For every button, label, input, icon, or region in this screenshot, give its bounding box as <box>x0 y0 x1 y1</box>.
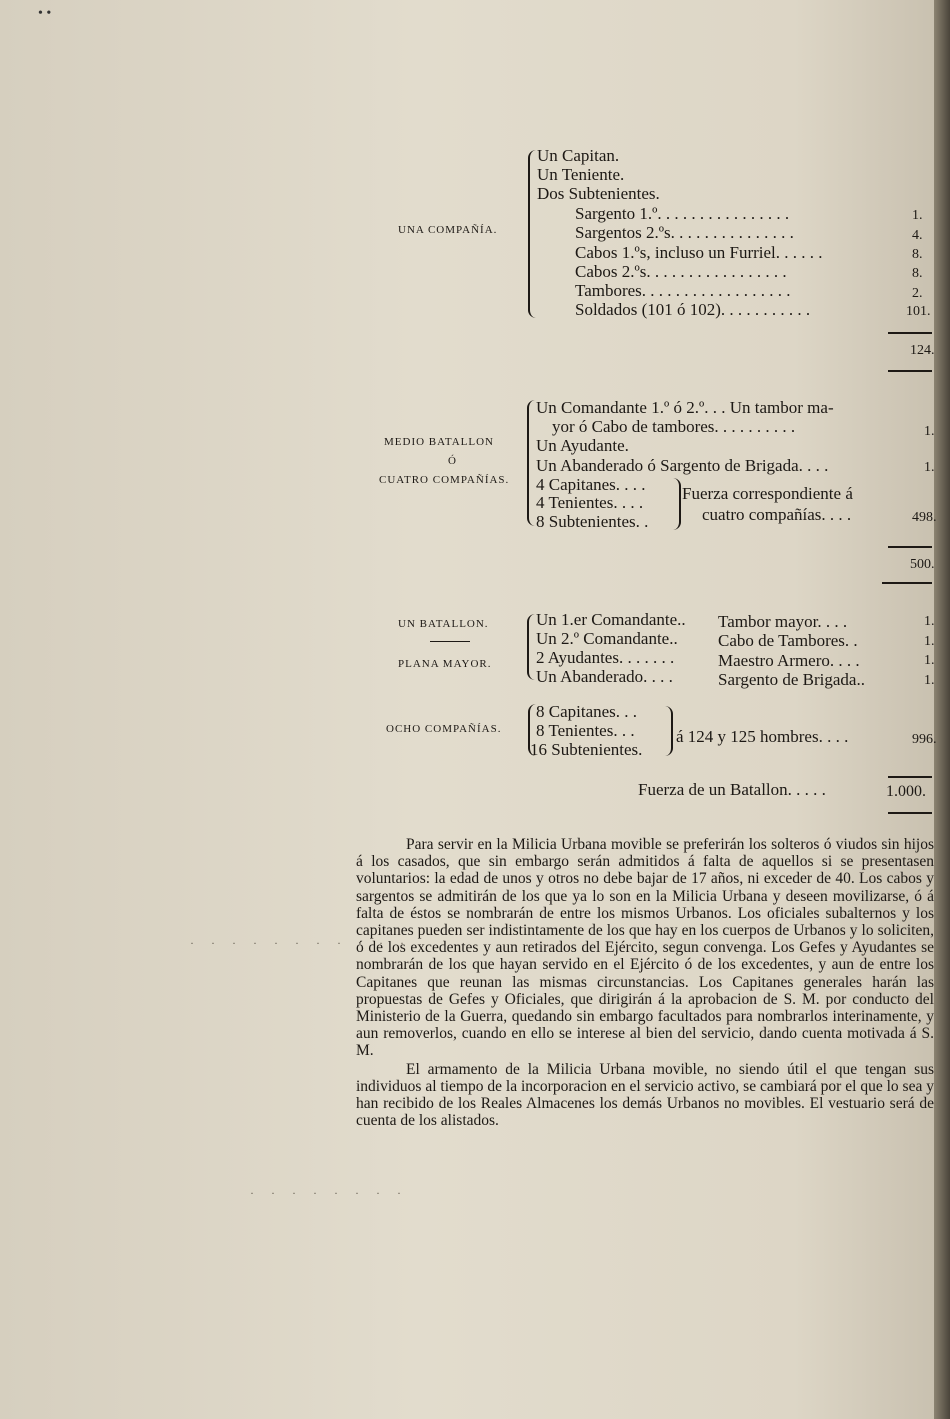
compania-line: Un Capitan. <box>537 146 620 165</box>
medio-line: Un Comandante 1.º ó 2.º. . . Un tambor ma- <box>536 398 834 417</box>
compania-number: 1. <box>912 208 923 223</box>
medio-number: 498. <box>912 510 937 525</box>
medio-line: yor ó Cabo de tambores. . . . . . . . . . <box>552 417 796 436</box>
compania-line: Sargentos 2.ºs. . . . . . . . . . . . . . . <box>575 223 794 242</box>
paragraph: El armamento de la Milicia Urbana movible, no siendo útil el que tengan sus individuos al tiempo de la incorporacion en el servicio activo, se cambiará por el que lo sea y han recibido de los Reales Almacenes los demás Urbanos no movibles. El vestuario será de cuenta de los alistados. <box>356 1060 934 1130</box>
compania-line: Sargento 1.º. . . . . . . . . . . . . . . . <box>575 204 790 223</box>
fuerza-total-value: 1.000. <box>886 783 926 800</box>
batallon-left-line: Un 2.º Comandante.. <box>536 629 678 648</box>
margin-bleed-dots: · · · · · · · · · · · <box>190 936 411 950</box>
batallon-right-line: Maestro Armero. . . . <box>718 651 860 670</box>
batallon-label: UN BATALLON. <box>398 618 489 630</box>
medio-line: Un Ayudante. <box>536 436 629 455</box>
compania-line: Tambores. . . . . . . . . . . . . . . . . . <box>575 281 791 300</box>
paragraph: Para servir en la Milicia Urbana movible se preferirán los solteros ó viudos sin hijos á los casados, que sin embargo serán admitidos á falta de aquellos si se presentasen voluntarios: la edad de unos y otros no debe bajar de 17 años, ni exceder de 40. Los cabos y sargentos se admitirán de los que ya lo son en la Milicia Urbana y deseen movilizarse, ó á falta de éstos se nombrarán de entre los mismos Urbanos. Los oficiales subalternos y los capitanes pueden ser indistintamente de los que hay en los cuerpos de Urbanos y lo soliciten, ó de los excedentes y aun retirados del Ejército, segun convenga. Los Gefes y Ayudantes se nombrarán de los que hayan servido en el Ejército ó de los excedentes, y aun de entre los Capitanes que reunan las mismas circunstancias. Los Capitanes generales harán las propuestas de Gefes y Oficiales, que dirigirán á la aprobacion de S. M. por conducto del Ministerio de la Guerra, quedando sin embargo facultados para nombrarlos interinamente, y aun removerlos, cuando en ello se interese al bien del servicio, dando cuenta motivada á S. M. <box>356 836 934 1060</box>
ocho-line: 16 Subtenientes. <box>530 740 643 759</box>
medio-line: 8 Subtenientes. . <box>536 512 649 531</box>
medio-line: 4 Tenientes. . . . <box>536 493 644 512</box>
ocho-line: 8 Capitanes. . . <box>536 702 638 721</box>
batallon-right-line: Tambor mayor. . . . <box>718 612 848 631</box>
medio-label: MEDIO BATALLON <box>384 436 494 448</box>
ocho-number: 996. <box>912 732 937 747</box>
compania-number: 2. <box>912 286 923 301</box>
compania-number: 4. <box>912 228 923 243</box>
page-edge <box>934 0 950 1419</box>
compania-number: 8. <box>912 247 923 262</box>
fuerza-total-label: Fuerza de un Batallon. . . . . <box>638 780 826 799</box>
compania-label: UNA COMPAÑÍA. <box>398 224 498 236</box>
compania-line: Soldados (101 ó 102). . . . . . . . . . . <box>575 300 811 319</box>
medio-fuerza-brace <box>672 478 681 530</box>
medio-end-rule <box>882 582 932 584</box>
ocho-note: á 124 y 125 hombres. . . . <box>676 727 849 746</box>
medio-fuerza: Fuerza correspondiente á <box>682 484 853 503</box>
compania-end-rule <box>888 370 932 372</box>
batallon-left-line: Un 1.er Comandante.. <box>536 610 686 629</box>
batallon-number: 1. <box>924 653 935 668</box>
medio-number: 1. <box>924 460 935 475</box>
plana-label: PLANA MAYOR. <box>398 658 492 670</box>
medio-number: 1. <box>924 424 935 439</box>
body-text <box>356 836 934 1129</box>
compania-number: 101. <box>906 304 931 319</box>
compania-number: 8. <box>912 266 923 281</box>
batallon-number: 1. <box>924 634 935 649</box>
batallon-right-line: Sargento de Brigada.. <box>718 670 865 689</box>
batallon-left-line: 2 Ayudantes. . . . . . . <box>536 648 675 667</box>
compania-total: 124. <box>910 343 935 358</box>
medio-sum-rule <box>888 546 932 548</box>
medio-total: 500. <box>910 557 935 572</box>
compania-sum-rule <box>888 332 932 334</box>
ocho-line: 8 Tenientes. . . <box>536 721 635 740</box>
medio-line: 4 Capitanes. . . . <box>536 475 646 494</box>
batallon-label-rule <box>430 641 470 642</box>
batallon-left-line: Un Abanderado. . . . <box>536 667 673 686</box>
compania-line: Un Teniente. <box>537 165 625 184</box>
ocho-note-brace <box>664 706 673 756</box>
margin-bleed-dots: · · · · · · · · <box>250 1186 408 1200</box>
medio-label-or: Ó <box>448 455 457 467</box>
batallon-right-line: Cabo de Tambores. . <box>718 631 858 650</box>
compania-line: Cabos 1.ºs, incluso un Furriel. . . . . . <box>575 243 823 262</box>
medio-line: Un Abanderado ó Sargento de Brigada. . . . <box>536 456 829 475</box>
corner-mark: • • <box>38 6 52 21</box>
batallon-number: 1. <box>924 673 935 688</box>
medio-label-compania: CUATRO COMPAÑÍAS. <box>379 474 510 486</box>
ocho-label: OCHO COMPAÑÍAS. <box>386 723 502 735</box>
medio-fuerza: cuatro compañías. . . . <box>702 505 852 524</box>
fuerza-top-rule <box>888 776 932 778</box>
compania-line: Dos Subtenientes. <box>537 184 660 203</box>
compania-line: Cabos 2.ºs. . . . . . . . . . . . . . . . . <box>575 262 787 281</box>
batallon-number: 1. <box>924 614 935 629</box>
fuerza-bottom-rule <box>888 812 932 814</box>
